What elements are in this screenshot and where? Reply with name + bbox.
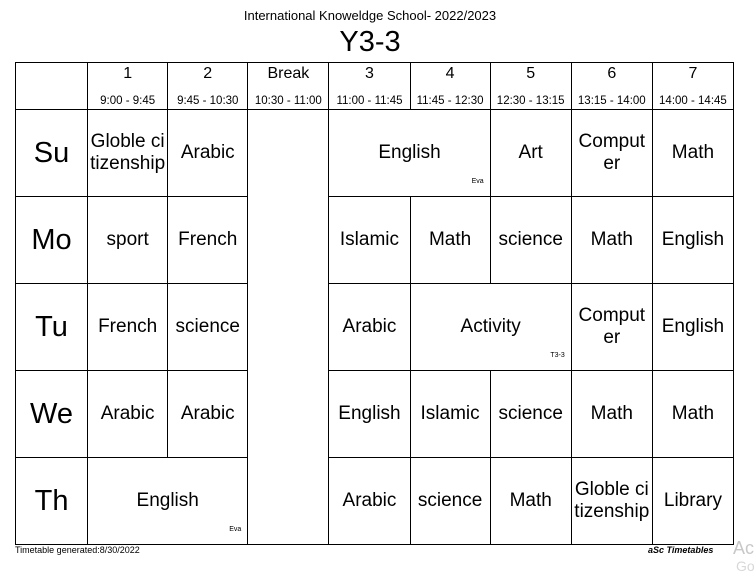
period-time: 13:15 - 14:00	[577, 95, 646, 107]
lesson-subject: Math	[428, 229, 472, 250]
period-time: 11:00 - 11:45	[336, 95, 403, 107]
lesson-subject: science	[498, 229, 563, 250]
lesson-subject: Islamic	[339, 229, 400, 250]
lesson-subject: sport	[106, 229, 149, 250]
period-header	[329, 63, 410, 110]
lesson-subject: English	[661, 229, 725, 250]
lesson-cell	[652, 284, 733, 371]
period-number: Break	[267, 65, 310, 82]
lesson-cell	[168, 284, 248, 371]
day-label: We	[16, 371, 88, 458]
lesson-cell	[329, 458, 410, 545]
lesson-cell	[168, 371, 248, 458]
lesson-cell	[571, 458, 652, 545]
lesson-subject: Computer	[578, 131, 646, 174]
period-time: 9:45 - 10:30	[177, 95, 239, 107]
day-row	[16, 458, 734, 545]
day-row	[16, 110, 734, 197]
lesson-subject: English	[661, 316, 725, 337]
period-header	[88, 63, 168, 110]
period-time: 11:45 - 12:30	[416, 95, 484, 107]
lesson-cell	[490, 371, 571, 458]
lesson-subject: Arabic	[342, 490, 397, 511]
lesson-cell	[490, 458, 571, 545]
lesson-cell	[652, 197, 733, 284]
period-time: 10:30 - 11:00	[254, 95, 322, 107]
lesson-cell	[329, 197, 410, 284]
lesson-cell	[652, 371, 733, 458]
activation-watermark: Ac	[733, 538, 755, 558]
lesson-cell	[652, 110, 733, 197]
period-number: 7	[688, 65, 698, 82]
period-number: 2	[203, 65, 213, 82]
lesson-cell	[88, 458, 248, 545]
lesson-subject: English	[136, 490, 199, 511]
lesson-subject: Globle citizenship	[90, 131, 166, 174]
period-header	[490, 63, 571, 110]
activation-watermark-2: Go	[736, 558, 755, 574]
lesson-cell	[410, 458, 490, 545]
lesson-subject: Math	[509, 490, 552, 511]
period-time: 14:00 - 14:45	[659, 95, 727, 107]
lesson-subject: Activity	[460, 316, 521, 337]
lesson-cell	[88, 284, 168, 371]
lesson-subject: English	[378, 142, 441, 163]
period-header	[410, 63, 490, 110]
period-header	[571, 63, 652, 110]
lesson-cell	[329, 284, 410, 371]
corner-cell	[16, 63, 88, 110]
period-number: 3	[365, 65, 374, 82]
lesson-cell	[88, 110, 168, 197]
period-header	[652, 63, 733, 110]
day-label: Tu	[16, 284, 88, 371]
lesson-subject: Art	[518, 142, 543, 163]
lesson-cell	[88, 197, 168, 284]
period-number: 1	[123, 65, 133, 82]
lesson-cell	[652, 458, 733, 545]
lesson-cell	[571, 371, 652, 458]
lesson-cell	[168, 110, 248, 197]
lesson-cell	[490, 197, 571, 284]
lesson-subject: Arabic	[180, 142, 235, 163]
generated-date: Timetable generated:8/30/2022	[15, 545, 140, 555]
lesson-cell	[329, 371, 410, 458]
school-title: International Knoweldge School- 2022/2023	[243, 8, 497, 23]
lesson-subject: Math	[590, 229, 633, 250]
lesson-subject: science	[175, 316, 240, 337]
period-header-row	[16, 63, 734, 110]
lesson-subject: English	[338, 403, 401, 424]
day-label: Su	[16, 110, 88, 197]
lesson-subject: science	[498, 403, 563, 424]
period-time: 12:30 - 13:15	[496, 95, 565, 107]
lesson-subject: Computer	[578, 305, 646, 348]
day-row	[16, 284, 734, 371]
lesson-cell	[168, 197, 248, 284]
lesson-subject: Math	[671, 142, 715, 163]
lesson-cell	[571, 284, 652, 371]
lesson-tag: Eva	[229, 526, 242, 533]
lesson-subject: Islamic	[420, 403, 480, 424]
lesson-subject: Globle citizenship	[574, 479, 650, 522]
lesson-cell	[410, 197, 490, 284]
lesson-subject: French	[98, 316, 158, 337]
class-title: Y3-3	[339, 26, 401, 58]
period-number: 4	[445, 65, 455, 82]
timetable	[15, 62, 734, 545]
day-row	[16, 371, 734, 458]
break-column	[248, 110, 329, 545]
lesson-cell	[410, 371, 490, 458]
lesson-tag: T3-3	[550, 352, 565, 359]
period-number: 6	[607, 65, 617, 82]
lesson-cell	[571, 197, 652, 284]
lesson-cell	[329, 110, 490, 197]
lesson-cell	[410, 284, 571, 371]
day-label: Mo	[16, 197, 88, 284]
lesson-subject: Math	[590, 403, 633, 424]
lesson-cell	[571, 110, 652, 197]
brand-label: aSc Timetables	[648, 545, 714, 555]
period-header	[248, 63, 329, 110]
lesson-subject: Library	[663, 490, 722, 511]
day-row	[16, 197, 734, 284]
lesson-cell	[490, 110, 571, 197]
lesson-subject: science	[417, 490, 483, 511]
lesson-subject: Arabic	[342, 316, 397, 337]
lesson-tag: Eva	[471, 178, 484, 185]
lesson-subject: Arabic	[180, 403, 235, 424]
period-time: 9:00 - 9:45	[100, 95, 156, 107]
lesson-subject: Math	[671, 403, 715, 424]
lesson-cell	[88, 371, 168, 458]
lesson-subject: Arabic	[100, 403, 155, 424]
period-number: 5	[526, 65, 536, 82]
day-label: Th	[16, 458, 88, 545]
lesson-subject: French	[178, 229, 238, 250]
period-header	[168, 63, 248, 110]
